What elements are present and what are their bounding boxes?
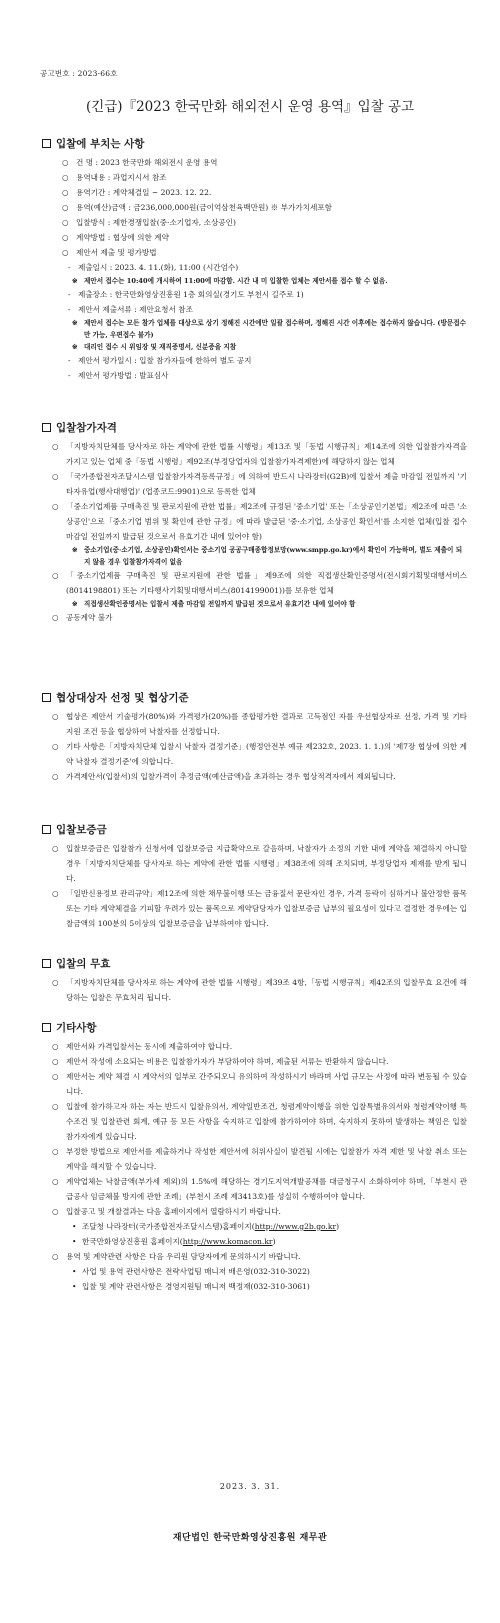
link-item: 한국만화영상진흥원 홈페이지(http://www.komacon.kr) [82, 1237, 276, 1246]
contact-item: 입찰 및 계약 관련사항은 경영지원팀 매니저 백정재(032-310-3061) [82, 1282, 310, 1291]
list-item: 「중소기업제품 구매촉진 및 판로지원에 관한 법률」제2조에 규정된 '중소기업' 또는「소상공인기본법」제2조에 따른 '소상공인'으로「중소기업 범위 및 확인에 관한 규정」에 따라 발급된 '중·소기업, 소상공인 확인서'를 소지한 업체(입찰 접수 마감일 전일까지 발급된 것으로서 유효기간 내에 있어야 함) [66, 502, 467, 541]
list-item: 제안서 작성에 소요되는 비용은 입찰참가자가 부담하여야 하며, 제출된 서류는 반환하지 않습니다. [66, 1057, 389, 1066]
list-item: 용역 및 계약관련 사항은 다음 우리원 담당자에게 문의하시기 바랍니다. [66, 1252, 301, 1261]
list-item: 입찰공고 및 개찰결과는 다음 홈페이지에서 열람하시기 바랍니다. [66, 1207, 281, 1216]
list-item: 제안서는 계약 체결 시 계약서의 일부로 간주되오니 유의하여 작성하시기 바라며 사업 규모는 사정에 따라 변동될 수 있습니다. [66, 1072, 467, 1096]
checkbox-square-icon [42, 139, 51, 148]
section-heading: 협상대상자 선정 및 협상기준 [42, 690, 467, 705]
list-item: 「일반신용정보 관리규약」제12조에 의한 채무불이행 또는 금융질서 문란자인 경우, 가격 등락이 심하거나 불안정한 품목 또는 기타 계약체결을 기피할 우려가 있는 품목으로 계약담당자가 입찰보증금 납부의 필요성이 있다고 결정한 경우에는 입찰금액의 100분의 5이상의 입찰보증금을 납부하여야 합니다. [66, 889, 467, 928]
sub-item: 제안서 평가방법 : 발표심사 [78, 371, 169, 380]
checkbox-square-icon [42, 693, 51, 702]
list-item: 용역(예산)금액 : 금236,000,000원(금이억삼천육백만원) ※ 부가가치세포함 [76, 203, 333, 212]
g2b-link[interactable]: http://www.g2b.go.kr [254, 1222, 337, 1231]
section-negotiation: 협상대상자 선정 및 협상기준 ○ 협상은 제안서 기술평가(80%)와 가격평가(20%)를 종합평가한 결과로 고득점인 자를 우선협상자로 선정, 가격 및 기타 지원 조건 등을 협상하여 낙찰자를 선정합니다. ○ 기타 사항은「지방자치단체 입찰시 낙찰자 결정기준」(행정안전부 예규 제232호, 2023. 1. 1.)의 '제7장 협상에 의한 계약 낙찰자 결정기준'에 의합니다. ○ 가격제안서(입찰서)의 입찰가격이 추정금액(예산금액)을 초과하는 경우 협상적격자에서 제외됩니다. [42, 690, 467, 784]
list-item: 기타 사항은「지방자치단체 입찰시 낙찰자 결정기준」(행정안전부 예규 제232호, 2023. 1. 1.)의 '제7장 협상에 의한 계약 낙찰자 결정기준'에 의합니다. [66, 742, 467, 766]
section-heading: 기타사항 [42, 1020, 467, 1035]
signature: 재단법인 한국만화영상진흥원 재무관 [172, 1533, 328, 1543]
section-heading: 입찰참가자격 [42, 420, 467, 435]
sub-item: 제출일시 : 2023. 4. 11.(화), 11:00 (시간엄수) [78, 263, 239, 272]
list-item: 계약업체는 낙찰금액(부가세 제외)의 1.5%에 해당하는 경기도지역개발공채를 대금청구시 소화하여야 하며,「부천시 관급공사 임금체불 방지에 관한 조례」(부천시 조례 제3413호)를 성실히 수행하여야 합니다. [66, 1177, 467, 1201]
checkbox-square-icon [42, 959, 51, 968]
list-item: 「지방자치단체를 당사자로 하는 계약에 관한 법률 시행령」제13조 및「동법 시행규칙」제14조에 의한 입찰참가자격을 가지고 있는 업체 중「동법 시행령」제92조(부정당업자의 입찰참가자격제한)에 해당하지 않는 업체 [66, 442, 467, 466]
notice-date: 2023. 3. 31. [219, 1482, 281, 1491]
section-heading: 입찰에 부치는 사항 [42, 136, 467, 151]
list-item: 제안서 제출 및 평가방법 [76, 248, 157, 257]
checkbox-square-icon [42, 825, 51, 834]
section-heading: 입찰보증금 [42, 822, 467, 837]
list-item: 제안서와 가격입찰서는 동시에 제출하여야 합니다. [66, 1042, 233, 1051]
note: 제안서 접수는 10:40에 개시하여 11:00에 마감함. 시간 내 미 입찰한 업체는 제안서를 접수 할 수 없음. [84, 277, 388, 285]
section-heading: 입찰의 무효 [42, 956, 467, 971]
list-item: 용역기간 : 계약체결일 ~ 2023. 12. 22. [76, 188, 212, 197]
sub-item: 제안서 제출서류 : 제안요청서 참조 [78, 305, 193, 314]
list-item: 건 명 : 2023 한국만화 해외전시 운영 용역 [76, 158, 218, 167]
note: 직접생산확인증명서는 입찰서 제출 마감일 전일까지 발급된 것으로서 유효기간 내에 있어야 함 [84, 600, 356, 608]
note: 중소기업(중·소기업, 소상공인)확인서는 중소기업 공공구매종합정보망(www.smpp.go.kr)에서 확인이 가능하며, 별도 제출이 되지 않을 경우 입찰참가자격이 없음 [84, 546, 463, 566]
komacon-link[interactable]: http://www.komacon.kr [182, 1237, 273, 1246]
section-invalid-bid: 입찰의 무효 ○ 「지방자치단체를 당사자로 하는 계약에 관한 법률 시행령」제39조 4항,「동법 시행규칙」제42조의 입찰무효 요건에 해당하는 입찰은 무효처리 됩니다. [42, 956, 467, 1005]
list-item: 용역내용 : 과업지시서 참조 [76, 173, 167, 182]
contact-item: 사업 및 용역 관련사항은 전략사업팀 매니저 배은영(032-310-3022) [82, 1267, 310, 1276]
list-item: 「중소기업제품 구매촉진 및 판로지원에 관한 법률」제9조에 의한 직접생산확인증명서(전시회기획및대행서비스(8014198801) 또는 기타행사기획및대행서비스(8014199001))를 보유한 업체 [66, 571, 467, 595]
section-eligibility: 입찰참가자격 ○ 「지방자치단체를 당사자로 하는 계약에 관한 법률 시행령」제13조 및「동법 시행규칙」제14조에 의한 입찰참가자격을 가지고 있는 업체 중「동법 시행령」제92조(부정당업자의 입찰참가자격제한)에 해당하지 않는 업체 ○ 「국가종합전자조달시스템 입찰참가자격등록규정」에 의하여 반드시 나라장터(G2B)에 입찰서 제출 마감일 전일까지 '기타자유업(행사대행업)' (업종코드:9901)으로 등록한 업체 ○ 「중소기업제품 구매촉진 및 판로지원에 관한 법률」제2조에 규정된 '중소기업' 또는「소상공인기본법」제2조에 따른 '소상공인'으로「중소기업 범위 및 확인에 관한 규정」에 따라 발급된 '중·소기업, 소상공인 확인서'를 소지한 업체(입찰 접수 마감일 전일까지 발급된 것으로서 유효기간 내에 있어야 함) ※ 중소기업(중·소기업, 소상공인)확인서는 중소기업 공공구매종합정보망(www.smpp.go.kr)에서 확인이 가능하며, 별도 제출이 되지 않을 경우 입찰참가자격이 없음 ○ 「중소기업제품 구매촉진 및 판로지원에 관한 법률」제9조에 의한 직접생산확인증명서(전시회기획및대행서비스(8014198801) 또는 기타행사기획및대행서비스(8014199001))를 보유한 업체 ※ 직접생산확인증명서는 입찰서 제출 마감일 전일까지 발급된 것으로서 유효기간 내에 있어야 함 ○ 공동계약 불가 [42, 420, 467, 625]
list-item: 공동계약 불가 [66, 613, 113, 622]
note: 제안서 접수는 모든 참가 업체를 대상으로 상기 정해진 시간에만 일괄 접수하며, 정해진 시간 이후에는 접수하지 않습니다. (방문접수만 가능, 우편접수 불가) [84, 319, 467, 339]
notice-number: 공고번호 : 2023-66호 [40, 69, 118, 78]
list-item: 입찰보증금은 입찰참가 신청서에 입찰보증금 지급확약으로 갈음하며, 낙찰자가 소정의 기한 내에 계약을 체결하지 아니할 경우「지방자치단체를 당사자로 하는 계약에 관한 법률 시행령」제38조에 의해 조치되며, 부정당업자 제재를 받게 됩니다. [66, 844, 467, 883]
list-item: 부정한 방법으로 제안서를 제출하거나 작성한 제안서에 허위사실이 발견될 시에는 입찰참가 자격 제한 및 낙찰 취소 또는 계약을 해지할 수 있습니다. [66, 1147, 467, 1171]
sub-item: 제출장소 : 한국만화영상진흥원 1층 회의실(경기도 부천시 길주로 1) [78, 290, 304, 299]
list-item: 입찰방식 : 제한경쟁입찰(중·소기업자, 소상공인) [76, 218, 236, 227]
page-title: (긴급)『2023 한국만화 해외전시 운영 용역』입찰 공고 [85, 99, 415, 115]
checkbox-square-icon [42, 423, 51, 432]
list-item: 「지방자치단체를 당사자로 하는 계약에 관한 법률 시행령」제39조 4항,「동법 시행규칙」제42조의 입찰무효 요건에 해당하는 입찰은 무효처리 됩니다. [66, 978, 467, 1002]
list-item: 입찰에 참가하고자 하는 자는 반드시 입찰유의서, 계약일반조건, 청렴계약이행을 위한 입찰특별유의서와 청렴계약이행 특수조건 및 입찰관련 회계, 예규 등 모든 사항을 숙지하고 입찰에 참가하여야 하며, 숙지하지 못하여 발생하는 책임은 입찰참가자에게 있습니다. [66, 1102, 467, 1141]
section-misc: 기타사항 ○ 제안서와 가격입찰서는 동시에 제출하여야 합니다. ○ 제안서 작성에 소요되는 비용은 입찰참가자가 부담하여야 하며, 제출된 서류는 반환하지 않습니다. ○ 제안서는 계약 체결 시 계약서의 일부로 간주되오니 유의하여 작성하시기 바라며 사업 규모는 사정에 따라 변동될 수 있습니다. ○ 입찰에 참가하고자 하는 자는 반드시 입찰유의서, 계약일반조건, 청렴계약이행을 위한 입찰특별유의서와 청렴계약이행 특수조건 및 입찰관련 회계, 예규 등 모든 사항을 숙지하고 입찰에 참가하여야 하며, 숙지하지 못하여 발생하는 책임은 입찰참가자에게 있습니다. ○ 부정한 방법으로 제안서를 제출하거나 작성한 제안서에 허위사실이 발견될 시에는 입찰참가 자격 제한 및 낙찰 취소 또는 계약을 해지할 수 있습니다. ○ 계약업체는 낙찰금액(부가세 제외)의 1.5%에 해당하는 경기도지역개발공채를 대금청구시 소화하여야 하며,「부천시 관급공사 임금체불 방지에 관한 조례」(부천시 조례 제3413호)를 성실히 수행하여야 합니다. ○ 입찰공고 및 개찰결과는 다음 홈페이지에서 열람하시기 바랍니다. • 조달청 나라장터(국가종합전자조달시스템)홈페이지(http://www.g2b.go.kr) • 한국만화영상진흥원 홈페이지(http://www.komacon.kr) ○ 용역 및 계약관련 사항은 다음 우리원 담당자에게 문의하시기 바랍니다. • 사업 및 용역 관련사항은 전략사업팀 매니저 배은영(032-310-3022) • 입찰 및 계약 관련사항은 경영지원팀 매니저 백정재(032-310-3061) [42, 1020, 467, 1294]
sub-item: 제안서 평가일시 : 입찰 참가자들에 한하여 별도 공지 [78, 356, 252, 365]
link-item: 조달청 나라장터(국가종합전자조달시스템)홈페이지(http://www.g2b.go.kr) [82, 1222, 340, 1231]
note: 대리인 접수 시 위임장 및 재직증명서, 신분증을 지참 [84, 343, 237, 351]
list-item: 가격제안서(입찰서)의 입찰가격이 추정금액(예산금액)을 초과하는 경우 협상적격자에서 제외됩니다. [66, 772, 396, 781]
section-bid-bond: 입찰보증금 ○ 입찰보증금은 입찰참가 신청서에 입찰보증금 지급확약으로 갈음하며, 낙찰자가 소정의 기한 내에 계약을 체결하지 아니할 경우「지방자치단체를 당사자로 하는 계약에 관한 법률 시행령」제38조에 의해 조치되며, 부정당업자 제재를 받게 됩니다. ○ 「일반신용정보 관리규약」제12조에 의한 채무불이행 또는 금융질서 문란자인 경우, 가격 등락이 심하거나 불안정한 품목 또는 기타 계약체결을 기피할 우려가 있는 품목으로 계약담당자가 입찰보증금 납부의 필요성이 있다고 결정한 경우에는 입찰금액의 100분의 5이상의 입찰보증금을 납부하여야 합니다. [42, 822, 467, 931]
section-bid-items: 입찰에 부치는 사항 ○ 건 명 : 2023 한국만화 해외전시 운영 용역 ○ 용역내용 : 과업지시서 참조 ○ 용역기간 : 계약체결일 ~ 2023. 12. 22. ○ 용역(예산)금액 : 금236,000,000원(금이억삼천육백만원) ※ 부가가치세포함 ○ 입찰방식 : 제한경쟁입찰(중·소기업자, 소상공인) ○ 계약방법 : 협상에 의한 계약 ○ 제안서 제출 및 평가방법 - 제출일시 : 2023. 4. 11.(화), 11:00 (시간엄수) ※ 제안서 접수는 10:40에 개시하여 11:00에 마감함. 시간 내 미 입찰한 업체는 제안서를 접수 할 수 없음. - 제출장소 : 한국만화영상진흥원 1층 회의실(경기도 부천시 길주로 1) - 제안서 제출서류 : 제안요청서 참조 ※ 제안서 접수는 모든 참가 업체를 대상으로 상기 정해진 시간에만 일괄 접수하며, 정해진 시간 이후에는 접수하지 않습니다. (방문접수만 가능, 우편접수 불가) ※ 대리인 접수 시 위임장 및 재직증명서, 신분증을 지참 - 제안서 평가일시 : 입찰 참가자들에 한하여 별도 공지 - 제안서 평가방법 : 발표심사 [42, 136, 467, 383]
list-item: 협상은 제안서 기술평가(80%)와 가격평가(20%)를 종합평가한 결과로 고득점인 자를 우선협상자로 선정, 가격 및 기타 지원 조건 등을 협상하여 낙찰자를 선정합니다. [66, 712, 467, 736]
list-item: 계약방법 : 협상에 의한 계약 [76, 233, 169, 242]
list-item: 「국가종합전자조달시스템 입찰참가자격등록규정」에 의하여 반드시 나라장터(G2B)에 입찰서 제출 마감일 전일까지 '기타자유업(행사대행업)' (업종코드:9901)으로 등록한 업체 [66, 472, 467, 496]
checkbox-square-icon [42, 1023, 51, 1032]
